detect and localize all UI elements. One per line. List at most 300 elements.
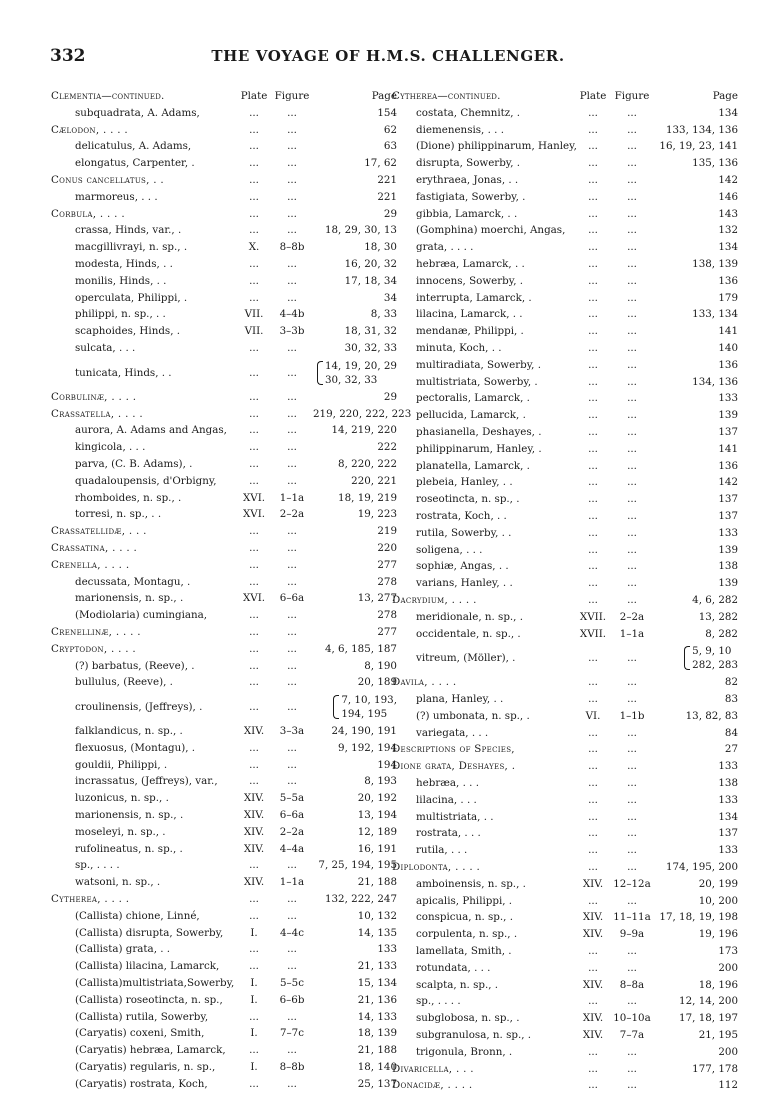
entry-name: fastigiata, Sowerby, . [416,190,526,203]
index-entry [392,340,737,357]
entry-pages: 136 [718,459,738,472]
entry-plate: ... [588,593,598,606]
entry-pages: 8, 33 [370,308,397,321]
entry-plate: ... [249,676,259,689]
entry-plate: ... [249,758,259,771]
entry-figure: ... [287,609,297,622]
entry-pages: 17, 62 [364,157,397,170]
entry-plate: ... [249,207,259,220]
index-entry [51,155,396,172]
entry-figure: 6–6a [279,809,305,822]
entry-name: pellucida, Lamarck, . [416,409,526,422]
entry-pages: 24, 190, 191 [331,725,397,738]
entry-plate: ... [249,909,259,922]
entry-plate: ... [588,257,598,270]
index-entry [392,172,737,189]
index-entry [392,725,737,742]
entry-figure: ... [287,224,297,237]
index-entry [51,490,396,507]
entry-figure: ... [287,642,297,655]
index-entry [392,105,737,122]
entry-figure: ... [287,441,297,454]
entry-name: rutila, Sowerby, . . [416,526,512,539]
entry-figure: ... [627,676,637,689]
entry-name: rotundata, . . . [416,961,491,974]
index-entry [392,357,737,374]
index-entry [392,206,737,223]
index-entry [392,674,737,691]
index-entry [51,891,396,908]
entry-pages: 13, 282 [698,610,738,623]
entry-figure: ... [287,157,297,170]
entry-plate: ... [249,642,259,655]
entry-figure: ... [627,526,637,539]
entry-name: (?) barbatus, (Reeve), . [75,659,195,672]
entry-pages: 138 [718,777,738,790]
entry-plate: ... [588,358,598,371]
entry-pages: 18, 19, 219 [338,491,397,504]
entry-figure: 8–8b [279,241,305,254]
entry-pages: 200 [718,961,738,974]
entry-figure: ... [287,558,297,571]
index-column-left [51,88,412,1093]
entry-figure: 12–12a [613,877,651,890]
entry-plate: ... [249,274,259,287]
entry-name: elongatus, Carpenter, . [75,157,195,170]
entry-page-line: 7, 10, 193, [341,694,397,707]
entry-pages: 194 [377,758,397,771]
entry-page-line: 194, 195 [341,708,388,721]
entry-plate: ... [249,341,259,354]
entry-plate: ... [588,810,598,823]
entry-figure: ... [287,1010,297,1023]
entry-figure: ... [627,945,637,958]
entry-name: Crenella, . . . . [51,558,130,571]
entry-pages: 133 [718,392,738,405]
entry-plate: XVI. [242,508,266,521]
entry-pages: 14, 135 [357,926,397,939]
entry-pages: 21, 195 [698,1029,738,1042]
entry-pages: 82 [724,676,738,689]
entry-pages: 141 [718,325,738,338]
index-entry [392,809,737,826]
entry-name: rostrata, Koch, . . [416,509,507,522]
figure-header: Figure [274,90,310,102]
entry-pages: 133, 134, 136 [665,123,738,136]
entry-pages [313,357,397,387]
entry-pages: 13, 82, 83 [685,709,738,722]
entry-figure: 3–3b [279,325,305,338]
index-entry [392,558,737,575]
entry-name: Conus cancellatus, . . [51,173,165,186]
entry-plate: ... [588,375,598,388]
entry-plate: ... [588,827,598,840]
entry-name: (Modiolaria) cumingiana, [75,609,208,622]
entry-plate: XIV. [582,877,604,890]
entry-figure: ... [627,392,637,405]
entry-name: crassa, Hinds, var., . [75,224,182,237]
index-entry [51,389,396,406]
index-entry [392,943,737,960]
entry-plate: ... [249,609,259,622]
entry-pages: 18, 140 [357,1061,397,1074]
entry-figure: ... [287,390,297,403]
entry-figure: ... [287,274,297,287]
entry-name: lilacina, . . . [416,793,477,806]
page-header [0,46,776,68]
entry-pages: 133 [718,844,738,857]
entry-pages: 25, 137 [357,1077,397,1090]
entry-figure: ... [627,341,637,354]
entry-figure: ... [627,861,637,874]
entry-pages: 4, 6, 185, 187 [324,642,397,655]
entry-plate: ... [588,308,598,321]
entry-name: scaphoides, Hinds, . [75,325,181,338]
entry-plate: ... [249,474,259,487]
entry-name: gouldii, Philippi, . [75,758,168,771]
index-entry [392,758,737,775]
entry-figure: 5–5a [279,792,305,805]
entry-plate: ... [588,341,598,354]
entry-name: monilis, Hinds, . . [75,274,167,287]
entry-figure: ... [287,1044,297,1057]
continued-label: Clementia—continued. [51,90,165,102]
entry-name: sp., . . . . [75,859,120,872]
entry-pages: 139 [718,543,738,556]
entry-name: falklandicus, n. sp., . [75,725,183,738]
entry-figure: ... [287,701,297,714]
entry-name: (Caryatis) regularis, n. sp., [75,1061,216,1074]
index-entry [51,1025,396,1042]
entry-page-line: 5, 9, 10 [692,645,732,658]
entry-plate: ... [588,106,598,119]
index-entry [51,256,396,273]
entry-pages: 133, 134 [692,308,738,321]
entry-pages: 62 [383,123,397,136]
entry-name: mendanæ, Philippi, . [416,325,524,338]
entry-plate: VII. [244,308,264,321]
entry-plate: ... [249,775,259,788]
entry-figure: ... [287,106,297,119]
entry-figure: ... [287,909,297,922]
index-entry [51,674,396,691]
entry-pages: 142 [718,476,738,489]
index-entry [392,977,737,994]
entry-plate: ... [588,760,598,773]
entry-figure: 8–8b [279,1061,305,1074]
index-entry [51,557,396,574]
entry-plate: ... [249,407,259,420]
entry-plate: ... [588,140,598,153]
entry-plate: ... [588,743,598,756]
entry-name: rhomboides, n. sp., . [75,491,182,504]
entry-name: phasianella, Deshayes, . [416,425,542,438]
entry-figure: ... [627,1045,637,1058]
entry-name: subglobosa, n. sp., . [416,1012,520,1025]
entry-pages: 137 [718,425,738,438]
index-entry [51,422,396,439]
entry-plate: I. [250,993,258,1006]
entry-pages: 8, 190 [364,659,397,672]
entry-name: subgranulosa, n. sp., . [416,1029,532,1042]
entry-plate: ... [588,676,598,689]
entry-pages: 278 [377,575,397,588]
entry-pages: 20, 189 [357,676,397,689]
brace-group [331,693,397,721]
entry-list [392,105,737,1094]
entry-name: kingicola, . . . [75,441,146,454]
entry-name: (Callista) roseotincta, n. sp., [75,993,223,1006]
entry-name: (Callista) disrupta, Sowerby, [75,926,224,939]
index-entry [392,155,737,172]
entry-figure: ... [627,442,637,455]
entry-figure: ... [627,760,637,773]
index-entry [51,473,396,490]
entry-pages: 220, 221 [351,474,397,487]
index-entry [51,908,396,925]
entry-pages: 8, 220, 222 [338,457,397,470]
entry-plate: ... [249,173,259,186]
index-entry [392,609,737,626]
entry-pages: 137 [718,509,738,522]
entry-figure: ... [627,577,637,590]
entry-pages: 134 [718,106,738,119]
entry-name: torresi, n. sp., . . [75,508,162,521]
entry-plate: ... [588,157,598,170]
entry-plate: ... [588,861,598,874]
entry-plate: XVI. [242,491,266,504]
entry-figure: ... [287,291,297,304]
entry-name: aurora, A. Adams and Angas, [75,424,227,437]
index-entry [392,290,737,307]
entry-name: Diplodonta, . . . . [392,861,481,874]
entry-figure: 1–1a [279,491,305,504]
entry-name: soligena, . . . [416,543,483,556]
entry-pages: 221 [377,190,397,203]
entry-plate: ... [249,190,259,203]
index-entry [51,1059,396,1076]
entry-pages: 18, 196 [698,978,738,991]
index-entry [51,290,396,307]
entry-pages [313,691,397,721]
entry-figure: ... [287,407,297,420]
index-entry [51,206,396,223]
entry-name: (Caryatis) hebræa, Lamarck, [75,1044,226,1057]
entry-pages: 13, 277 [357,592,397,605]
entry-figure: ... [287,575,297,588]
index-entry [392,491,737,508]
index-entry [392,390,737,407]
entry-name: Davila, . . . . [392,676,457,689]
entry-name: Crassatella, . . . . [51,407,143,420]
entry-figure: 4–4c [279,926,305,939]
entry-plate: XIV. [582,978,604,991]
page-number: 332 [50,46,86,66]
entry-name: lamellata, Smith, . [416,945,512,958]
entry-pages: 146 [718,190,738,203]
index-entry [392,993,737,1010]
entry-name: Cytherea, . . . . [51,893,130,906]
entry-name: (Callista) rutila, Sowerby, [75,1010,209,1023]
column-header [392,88,737,105]
entry-pages: 134, 136 [692,375,738,388]
entry-plate: ... [588,726,598,739]
entry-name: multiradiata, Sowerby, . [416,358,541,371]
index-entry [392,508,737,525]
entry-figure: 2–2a [279,508,305,521]
entry-figure: ... [627,743,637,756]
entry-pages: 133 [377,943,397,956]
index-entry [51,641,396,658]
entry-pages: 142 [718,173,738,186]
entry-figure: 5–5c [279,977,305,990]
entry-name: roseotincta, n. sp., . [416,493,520,506]
entry-pages: 173 [718,945,738,958]
entry-name: (Dione) philippinarum, Hanley, [416,140,577,153]
entry-pages: 138 [718,560,738,573]
entry-plate: I. [250,1027,258,1040]
index-entry [51,740,396,757]
entry-figure: ... [287,525,297,538]
entry-figure: ... [287,893,297,906]
entry-figure: ... [287,625,297,638]
index-entry [51,122,396,139]
entry-pages: 19, 196 [698,928,738,941]
index-entry [392,741,737,758]
entry-name: planatella, Lamarck, . [416,459,530,472]
entry-name: corpulenta, n. sp., . [416,928,518,941]
entry-plate: XVII. [579,627,607,640]
index-entry [51,841,396,858]
entry-pages: 8, 193 [364,775,397,788]
entry-plate: XIV. [582,928,604,941]
index-entry [392,306,737,323]
running-title: THE VOYAGE OF H.M.S. CHALLENGER. [211,47,565,65]
entry-plate: XVI. [242,592,266,605]
entry-pages: 16, 191 [357,842,397,855]
entry-name: (?) umbonata, n. sp., . [416,709,530,722]
entry-name: conspicua, n. sp., . [416,911,513,924]
index-entry [392,926,737,943]
page-header-label: Page [371,90,397,102]
entry-pages: 133 [718,526,738,539]
entry-name: sophiæ, Angas, . . [416,560,509,573]
entry-figure: ... [627,274,637,287]
entry-figure: 3–3a [279,725,305,738]
entry-plate: ... [249,106,259,119]
index-entry [51,691,396,723]
entry-plate: XIV. [243,792,265,805]
entry-figure: ... [287,1077,297,1090]
entry-pages: 174, 195, 200 [665,861,738,874]
entry-pages: 63 [383,140,397,153]
entry-figure: ... [287,366,297,379]
entry-name: (Callista)multistriata,Sowerby, [75,977,235,990]
entry-pages: 18, 30 [364,241,397,254]
index-entry [51,172,396,189]
entry-figure: 11–11a [613,911,651,924]
entry-name: philippinarum, Hanley, . [416,442,542,455]
entry-figure: ... [627,693,637,706]
entry-plate: ... [588,793,598,806]
entry-plate: ... [249,457,259,470]
entry-name: Dacrydium, . . . . [392,593,477,606]
entry-plate: X. [248,241,260,254]
entry-plate: ... [249,575,259,588]
entry-pages: 18, 139 [357,1027,397,1040]
entry-name: Dione grata, Deshayes, . [392,760,516,773]
entry-plate: ... [588,844,598,857]
index-entry [392,222,737,239]
entry-plate: ... [588,325,598,338]
entry-pages: 221 [377,173,397,186]
entry-name: incrassatus, (Jeffreys), var., [75,775,218,788]
entry-plate: ... [588,493,598,506]
index-entry [392,458,737,475]
index-entry [51,790,396,807]
entry-figure: ... [627,375,637,388]
entry-plate: ... [249,960,259,973]
entry-plate: ... [588,442,598,455]
entry-plate: ... [249,257,259,270]
index-entry [51,189,396,206]
entry-pages: 219, 220, 222, 223 [313,407,412,420]
index-entry [51,807,396,824]
entry-figure: ... [287,676,297,689]
entry-pages: 20, 192 [357,792,397,805]
entry-pages: 136 [718,274,738,287]
entry-plate: ... [249,123,259,136]
entry-pages: 219 [377,525,397,538]
entry-figure: 7–7a [619,1029,645,1042]
index-entry [392,1077,737,1094]
index-entry [392,256,737,273]
entry-pages: 20, 199 [698,877,738,890]
index-entry [392,1061,737,1078]
entry-plate: ... [249,943,259,956]
entry-figure: 6–6b [279,993,305,1006]
index-entry [51,138,396,155]
entry-figure: ... [287,943,297,956]
entry-name: minuta, Koch, . . [416,341,502,354]
entry-figure: 2–2a [619,610,645,623]
entry-figure: 7–7c [279,1027,305,1040]
entry-figure: ... [627,173,637,186]
entry-figure: 4–4a [279,842,305,855]
index-entry [51,1009,396,1026]
entry-name: innocens, Sowerby, . [416,274,524,287]
entry-name: apicalis, Philippi, . [416,894,513,907]
entry-figure: 8–8a [619,978,645,991]
index-entry [392,273,737,290]
index-entry [392,474,737,491]
entry-plate: ... [249,291,259,304]
entry-name: parva, (C. B. Adams), . [75,457,193,470]
entry-plate: VII. [244,325,264,338]
entry-figure: ... [287,190,297,203]
entry-figure: ... [287,123,297,136]
entry-figure: ... [627,894,637,907]
entry-figure: ... [287,775,297,788]
entry-name: (Caryatis) rostrata, Koch, [75,1077,208,1090]
entry-pages: 134 [718,810,738,823]
entry-pages: 4, 6, 282 [692,593,738,606]
entry-pages: 21, 188 [357,1044,397,1057]
entry-name: (Gomphina) moerchi, Angas, [416,224,566,237]
entry-pages: 135, 136 [692,157,738,170]
entry-name: multistriata, Sowerby, . [416,375,538,388]
entry-plate: ... [588,1045,598,1058]
